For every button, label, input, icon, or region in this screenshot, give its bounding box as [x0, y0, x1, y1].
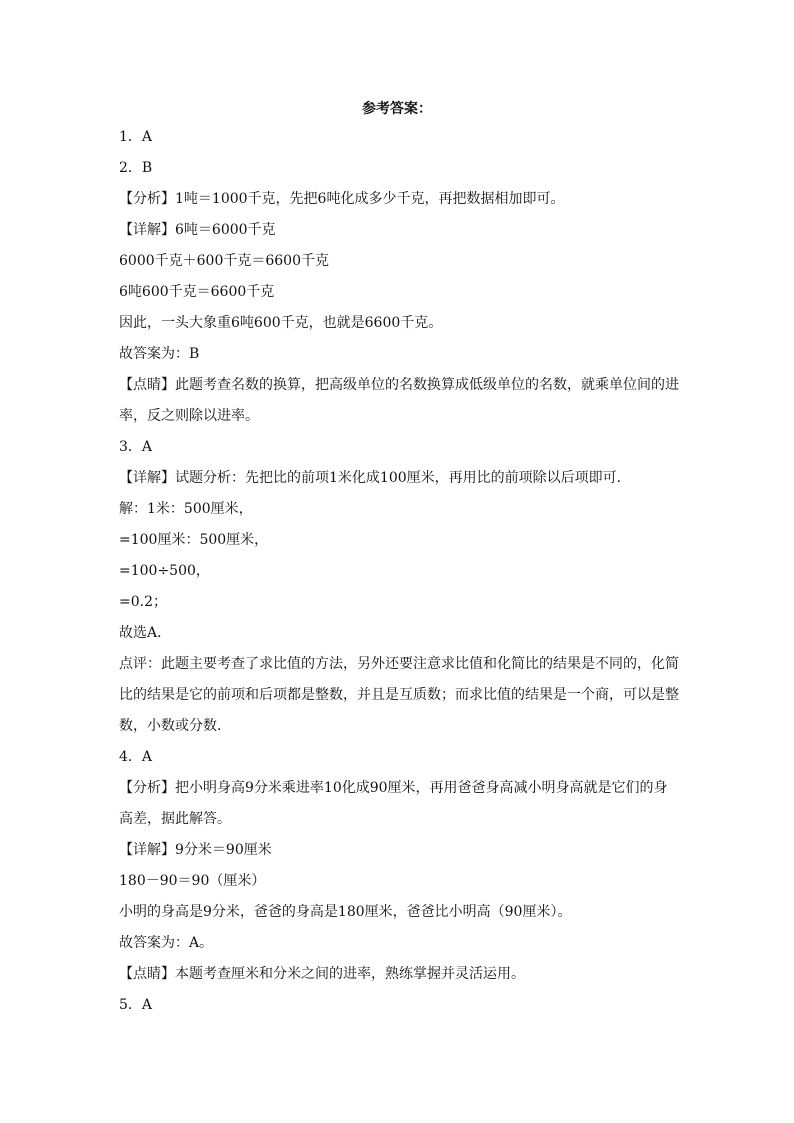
detail-text: 【详解】试题分析：先把比的前项1米化成100厘米，再用比的前项除以后项即可． [119, 470, 631, 486]
text-line: =100÷500， [119, 563, 210, 579]
answer-conclusion: 故答案为：A。 [119, 935, 214, 951]
text-line: 数，小数或分数． [119, 718, 231, 734]
answer-conclusion: 故答案为：B [119, 346, 200, 362]
text-line: 率，反之则除以进率。 [119, 408, 259, 424]
text-line: 因此，一头大象重6吨600千克，也就是6600千克。 [119, 315, 443, 331]
comment-text: 【点睛】本题考查厘米和分米之间的进率，熟练掌握并灵活运用。 [119, 966, 525, 982]
analysis-text: 【分析】1吨＝1000千克，先把6吨化成多少千克，再把数据相加即可。 [119, 191, 565, 207]
answer-3: 3．A [119, 439, 153, 455]
text-line: =0.2； [119, 594, 167, 610]
text-line: 180－90＝90（厘米） [119, 873, 266, 889]
text-line: =100厘米：500厘米， [119, 532, 269, 548]
text-line: 小明的身高是9分米，爸爸的身高是180厘米，爸爸比小明高（90厘米）。 [119, 904, 572, 920]
answer-4: 4．A [119, 749, 153, 765]
text-line: 解：1米：500厘米， [119, 501, 253, 517]
text-line: 比的结果是它的前项和后项都是整数，并且是互质数；而求比值的结果是一个商，可以是整 [119, 687, 679, 703]
text-line: 高差，据此解答。 [119, 811, 231, 827]
text-line: 6吨600千克＝6600千克 [119, 284, 275, 300]
answer-5: 5．A [119, 997, 153, 1013]
detail-text: 【详解】6吨＝6000千克 [119, 222, 276, 238]
page-title: 参考答案： [362, 101, 432, 117]
text-line: 6000千克＋600千克＝6600千克 [119, 253, 329, 269]
review-text: 点评：此题主要考查了求比值的方法，另外还要注意求比值和化简比的结果是不同的，化简 [119, 656, 679, 672]
answer-2: 2．B [119, 160, 153, 176]
answer-content [119, 122, 679, 1021]
analysis-text: 【分析】把小明身高9分米乘进率10化成90厘米，再用爸爸身高减小明身高就是它们的身 [119, 780, 668, 796]
answer-1: 1．A [119, 129, 153, 145]
detail-text: 【详解】9分米＝90厘米 [119, 842, 272, 858]
comment-text: 【点睛】此题考查名数的换算，把高级单位的名数换算成低级单位的名数，就乘单位间的进 [119, 377, 679, 393]
answer-conclusion: 故选A． [119, 625, 172, 641]
